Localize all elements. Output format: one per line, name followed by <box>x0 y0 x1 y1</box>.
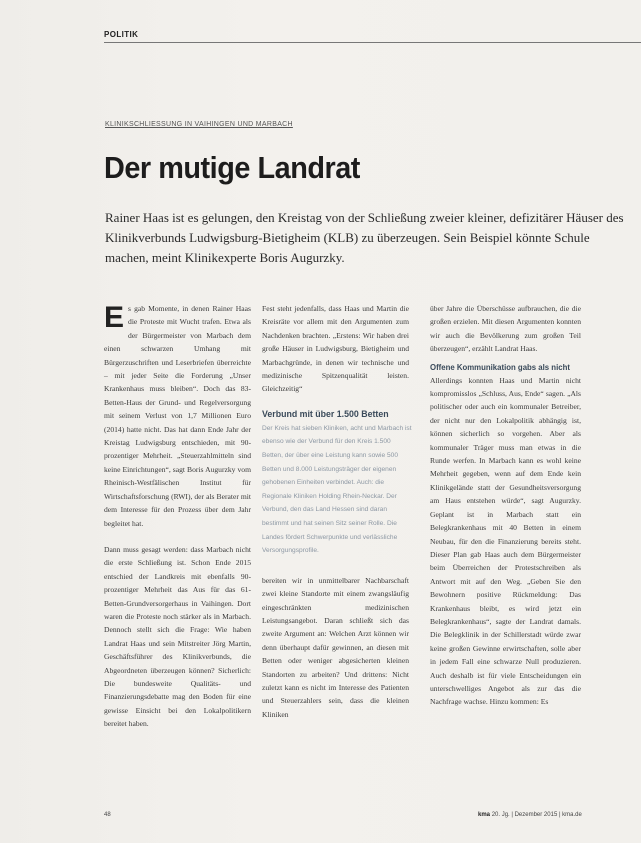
article-column-1 <box>104 302 251 731</box>
top-rule <box>104 42 641 43</box>
drop-cap: E <box>104 301 125 334</box>
paragraph: bereiten wir in unmittelbarer Nachbarschaft zwei kleine Standorte mit einem zwangsläufig eingeschränkten medizinischen Leistungsangebot. Daran schließt sich das zweite Argument an: Welchen Arzt können wir denn überhaupt dafür gewinnen, an diesen mit Betten oder weniger abgesicherten kleinen Standorten zu arbeiten? Und drittens: Nicht zuletzt kann es nicht im Interesse des Patienten und Steuerzahlers sein, dass die kleinen Kliniken <box>262 575 409 719</box>
box-title: Verbund mit über 1.500 Betten <box>262 408 389 419</box>
publication-name: kma <box>478 812 491 818</box>
paragraph: Dann muss gesagt werden: dass Marbach nicht die erste Schließung ist. Schon Ende 2015 entschied der Landkreis mit ebenfalls 90-prozentiger Mehrheit das Aus für das 61-Betten-Grundversorgerhaus in Vaihingen. Dort waren die Proteste noch stärker als in Marbach. Dennoch stellt sich die Frage: Wie haben Landrat Haas und sein Mitstreiter Jörg Martin, Geschäftsführer des Klinikverbunds, die Abgeordneten überzeugen können? Sicherlich: Die bundesweite Qualitäts- und Finanzierungsdebatte mag den Boden für eine gewisse Einsicht bei den Lokalpolitikern bereitet haben. <box>104 544 251 729</box>
lead-paragraph: Rainer Haas ist es gelungen, den Kreistag von der Schließung zweier kleiner, defizitärer Häuser des Klinikverbunds Ludwigsburg-Bietigheim (KLB) zu überzeugen. Sein Beispiel könnte Schule machen, meint Klinikexperte Boris Augurzky. <box>105 210 624 265</box>
article-column-2 <box>262 302 412 721</box>
issue-info: 20. Jg. | Dezember 2015 | kma.de <box>491 812 582 818</box>
page-number: 48 <box>104 812 111 818</box>
kicker: KLINIKSCHLIESSUNG IN VAIHINGEN UND MARBACH <box>105 121 293 128</box>
paragraph: s gab Momente, in denen Rainer Haas die Proteste mit Wucht trafen. Etwa als der Bürgermeister von Marbach dem einen schwarzen Umhang mit Bürgerzuschriften und Leserbriefen überreichte – mit jeder Seite die Forderung „Unser Krankenhaus muss bleiben“. Doch das 83-Betten-Haus der Grund- und Regelversorgung mit seinem Verlust von 1,7 Millionen Euro (2014) hatte nicht. Das hat dann Ende Jahr der Kreistag Ludwigsburg entschieden, mit 90-prozentiger Mehrheit. „Steuerzahlmitteln sind keine Einrichtungen“, sagt Boris Augurzky vom Rheinisch-Westfälischen Institut für Wirtschaftsforschung (RWI), der als Berater mit dem Interesse für den Prozess über dem Jahr begleitet hat. <box>104 304 251 528</box>
info-box-text: Der Kreis hat sieben Kliniken, acht und Marbach ist ebenso wie der Verbund für den Kreis 1.500 Betten, der über eine Leistung kann sowie 500 Betten und 8.000 Leistungsträger der eigenen gehobenen Einheiten verbindet. Auch: die Regionale Kliniken Holding Rhein-Neckar. Der Verbund, den das Land Hessen sind daran bestimmt und hat seinen Sitz seiner Rolle. Die Landes fördert Schwerpunkte und verlässliche Versorgungsprofile. <box>262 424 412 555</box>
paragraph: Allerdings konnten Haas und Martin nicht kompromisslos „Schluss, Aus, Ende“ sagen. „Als politischer oder auch ein kommunaler Betreiber, der nicht nur den Lokalpolitik abhängig ist, können sicherlich so vorgehen. Aber als kommunaler Träger muss man etwas in die Runde werfen. In Marbach kann es wohl keine Mehrheit gegeben, wenn auf dem Ende kein Klinikgelände statt der Gesundheitsversorgung am Haus entstehen würde“, sagt Augurzky. Geplant ist in Marbach statt ein Belegkrankenhaus mit 40 Betten in einem Neubau, für den die Finanzierung bereits steht. Dieser Plan gab Haas auch dem Bürgermeister beim Überreichen der Protestschreiben als Antwort mit auf den Weg. „Geben Sie den Bewohnern positive Rückmeldung: Das Krankenhaus bleibt, es wird jetzt ein Belegkrankenhaus“, sagte der Landrat damals. Die Belegklinik in der Schillerstadt würde zwar keine großen Gewinne erwirtschaften, solle aber in jedem Fall eine schwarze Null produzieren. Auch deshalb ist für viele Entscheidungen ein unterschwelliges Angebot als zur das die Nachfrage wachse. Hinzu kommen: Es <box>430 375 581 707</box>
section-label: POLITIK <box>104 30 139 39</box>
subheading: Offene Kommunikation gabs als nicht <box>430 362 570 372</box>
footer-credit <box>478 812 582 818</box>
headline: Der mutige Landrat <box>104 150 360 185</box>
paragraph: Fest steht jedenfalls, dass Haas und Martin die Kreisräte vor allem mit den Argumenten zum Nachdenken brachten. „Erstens: Wir haben drei große Häuser in Ludwigsburg, Bietigheim und Marbachgründe, in denen wir technische und medizinische Spitzenqualität leisten. Gleichzeitig“ <box>262 304 409 394</box>
paragraph: über Jahre die Überschüsse aufbrauchen, die die großen erzielen. Mit diesen Argumenten konnten wir auch die Bevölkerung zum großen Teil überzeugen“, erzählt Landrat Haas. <box>430 304 581 354</box>
article-column-3 <box>430 302 581 709</box>
